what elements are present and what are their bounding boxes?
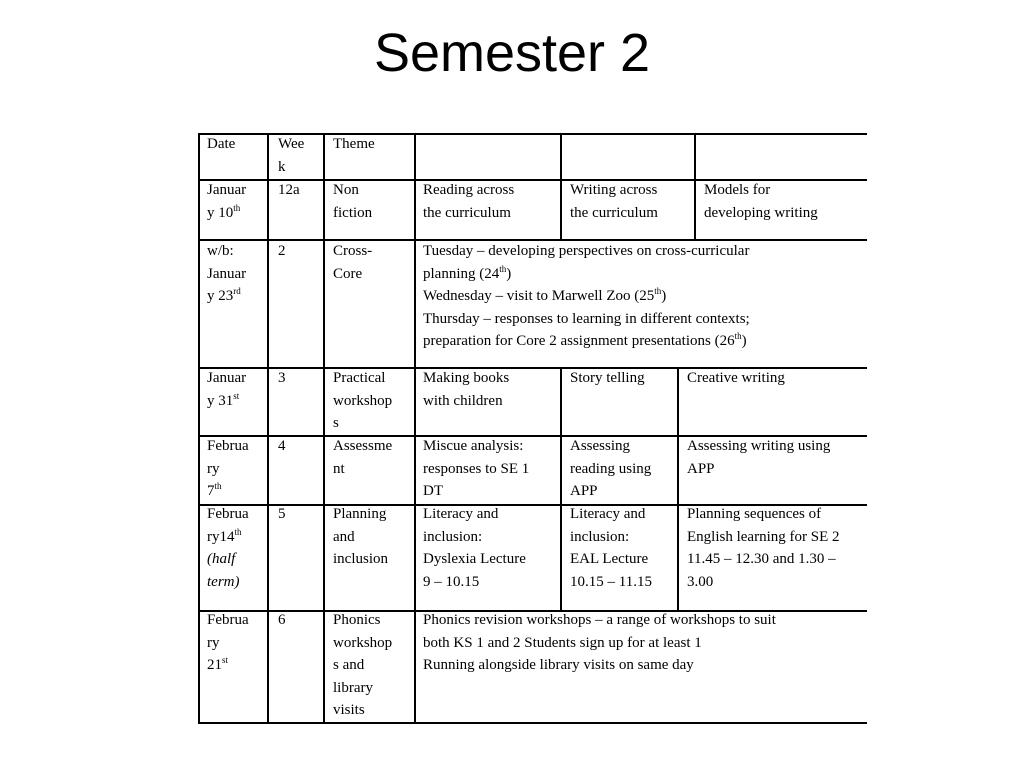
row4-col1: Miscue analysis: responses to SE 1 DT bbox=[423, 438, 530, 499]
row5-col1: Literacy and inclusion: Dyslexia Lecture 9 – 10.15 bbox=[423, 506, 526, 590]
row1-col1: Reading across the curriculum bbox=[423, 182, 515, 221]
row4-col2: Assessing reading using APP bbox=[570, 438, 652, 499]
row1-week: 12a bbox=[278, 182, 300, 198]
row5-theme: Planning and inclusion bbox=[333, 506, 388, 567]
table-rule bbox=[560, 367, 562, 611]
table-rule bbox=[198, 133, 200, 723]
table-rule bbox=[198, 722, 867, 724]
row6-date: Februa ry 21st bbox=[207, 612, 249, 673]
row1-col2: Writing across the curriculum bbox=[570, 182, 658, 221]
row5-col3: Planning sequences of English learning for SE 2 11.45 – 12.30 and 1.30 – 3.00 bbox=[687, 506, 840, 590]
row4-col3: Assessing writing using APP bbox=[687, 438, 831, 477]
table-rule bbox=[560, 133, 562, 240]
row3-date: Januar y 31st bbox=[207, 370, 247, 409]
row3-week: 3 bbox=[278, 370, 286, 386]
row2-theme: Cross- Core bbox=[333, 243, 373, 282]
row3-theme: Practical workshop s bbox=[333, 370, 393, 431]
page-title: Semester 2 bbox=[373, 23, 651, 83]
row6-theme: Phonics workshop s and library visits bbox=[333, 612, 393, 718]
table-rule bbox=[414, 133, 416, 723]
row3-col1: Making books with children bbox=[423, 370, 510, 409]
header-date: Date bbox=[207, 136, 236, 152]
header-theme: Theme bbox=[333, 136, 375, 152]
row5-week: 5 bbox=[278, 506, 286, 522]
row3-col2: Story telling bbox=[570, 370, 645, 386]
half-term-note: term) bbox=[207, 573, 240, 590]
row2-week: 2 bbox=[278, 243, 286, 259]
row2-details: Tuesday – developing perspectives on cross-curricular planning (24th) Wednesday – visit to Marwell Zoo (25th) Thursday – responses to learning in different contexts; preparation for Core 2 assignment presentations (26th) bbox=[423, 243, 750, 349]
table-rule bbox=[677, 367, 679, 611]
row1-date: Januar y 10th bbox=[207, 182, 247, 221]
row4-week: 4 bbox=[278, 438, 286, 454]
row4-theme: Assessme nt bbox=[333, 438, 393, 477]
row3-col3: Creative writing bbox=[687, 370, 785, 386]
row4-date: Februa ry 7th bbox=[207, 438, 249, 499]
header-week: Wee k bbox=[278, 136, 305, 175]
row5-col2: Literacy and inclusion: EAL Lecture 10.15 – 11.15 bbox=[570, 506, 652, 590]
row1-theme: Non fiction bbox=[333, 182, 373, 221]
row6-details: Phonics revision workshops – a range of workshops to suit both KS 1 and 2 Students sign up for at least 1 Running alongside library visits on same day bbox=[423, 612, 776, 673]
table-rule bbox=[267, 133, 269, 723]
table-rule bbox=[323, 133, 325, 723]
row1-col3: Models for developing writing bbox=[704, 182, 818, 221]
row5-date: Februa ry14th (half term) bbox=[207, 506, 249, 590]
row2-date: w/b: Januar y 23rd bbox=[207, 243, 247, 304]
table-rule bbox=[694, 133, 696, 240]
row6-week: 6 bbox=[278, 612, 286, 628]
half-term-note: (half bbox=[207, 551, 236, 567]
